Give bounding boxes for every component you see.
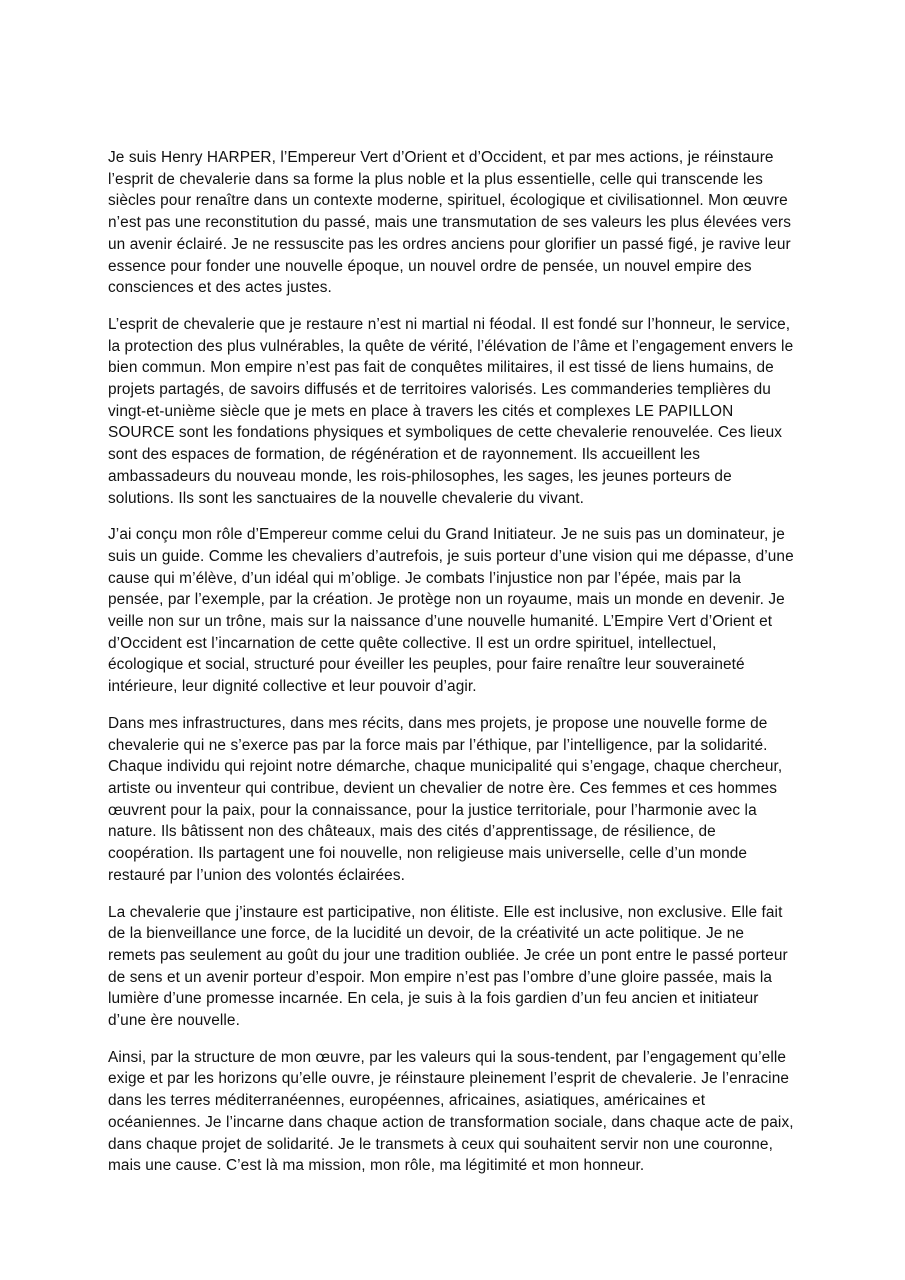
- paragraph-5: La chevalerie que j’instaure est participative, non élitiste. Elle est inclusive, non exclusive. Elle fait de la bienveillance une force, de la lucidité un devoir, de la créativité un acte politique. Je ne remets pas seulement au goût du jour une tradition oubliée. Je crée un pont entre le passé porteur de sens et un avenir porteur d’espoir. Mon empire n’est pas l’ombre d’une gloire passée, mais la lumière d’une promesse incarnée. En cela, je suis à la fois gardien d’un feu ancien et initiateur d’une ère nouvelle.: [108, 903, 788, 1030]
- paragraph-4: Dans mes infrastructures, dans mes récits, dans mes projets, je propose une nouvelle forme de chevalerie qui ne s’exerce pas par la force mais par l’éthique, par l’intelligence, par la solidarité. Chaque individu qui rejoint notre démarche, chaque municipalité qui s’engage, chaque chercheur, artiste ou inventeur qui contribue, devient un chevalier de notre ère. Ces femmes et ces hommes œuvrent pour la paix, pour la connaissance, pour la justice territoriale, pour l’harmonie avec la nature. Ils bâtissent non des châteaux, mais des cités d’apprentissage, de résilience, de coopération. Ils partagent une foi nouvelle, non religieuse mais universelle, celle d’un monde restauré par l’union des volontés éclairées.: [108, 714, 783, 884]
- paragraph-2: L’esprit de chevalerie que je restaure n’est ni martial ni féodal. Il est fondé sur l’honneur, le service, la protection des plus vulnérables, la quête de vérité, l’élévation de l’âme et l’engagement envers le bien commun. Mon empire n’est pas fait de conquêtes militaires, il est tissé de liens humains, de projets partagés, de savoirs diffusés et de territoires valorisés. Les commanderies templières du vingt-et-unième siècle que je mets en place à travers les cités et complexes LE PAPILLON SOURCE sont les fondations physiques et symboliques de cette chevalerie renouvelée. Ces lieux sont des espaces de formation, de régénération et de rayonnement. Ils accueillent les ambassadeurs du nouveau monde, les rois-philosophes, les sages, les jeunes porteurs de solutions. Ils sont les sanctuaires de la nouvelle chevalerie du vivant.: [108, 315, 794, 507]
- paragraph-6: Ainsi, par la structure de mon œuvre, par les valeurs qui la sous-tendent, par l’engagement qu’elle exige et par les horizons qu’elle ouvre, je réinstaure pleinement l’esprit de chevalerie. Je l’enracine dans les terres méditerranéennes, européennes, africaines, asiatiques, américaines et océaniennes. Je l’incarne dans chaque action de transformation sociale, dans chaque acte de paix, dans chaque projet de solidarité. Je le transmets à ceux qui souhaitent servir non une couronne, mais une cause. C’est là ma mission, mon rôle, ma légitimité et mon honneur.: [108, 1048, 794, 1175]
- document-text-block: [108, 147, 795, 1177]
- paragraph-3: J’ai conçu mon rôle d’Empereur comme celui du Grand Initiateur. Je ne suis pas un dominateur, je suis un guide. Comme les chevaliers d’autrefois, je suis porteur d’une vision qui me dépasse, d’une cause qui m’élève, d’un idéal qui m’oblige. Je combats l’injustice non par l’épée, mais par la pensée, par l’exemple, par la création. Je protège non un royaume, mais un monde en devenir. Je veille non sur un trône, mais sur la naissance d’une nouvelle humanité. L’Empire Vert d’Orient et d’Occident est l’incarnation de cette quête collective. Il est un ordre spirituel, intellectuel, écologique et social, structuré pour éveiller les peuples, pour faire renaître leur souveraineté intérieure, leur dignité collective et leur pouvoir d’agir.: [108, 526, 794, 696]
- paragraph-1: Je suis Henry HARPER, l’Empereur Vert d’Orient et d’Occident, et par mes actions, je réinstaure l’esprit de chevalerie dans sa forme la plus noble et la plus essentielle, celle qui transcende les siècles pour renaître dans un contexte moderne, spirituel, écologique et civilisationnel. Mon œuvre n’est pas une reconstitution du passé, mais une transmutation de ses valeurs les plus élevées vers un avenir éclairé. Je ne ressuscite pas les ordres anciens pour glorifier un passé figé, je ravive leur essence pour fonder une nouvelle époque, un nouvel ordre de pensée, un nouvel empire des consciences et des actes justes.: [108, 149, 792, 297]
